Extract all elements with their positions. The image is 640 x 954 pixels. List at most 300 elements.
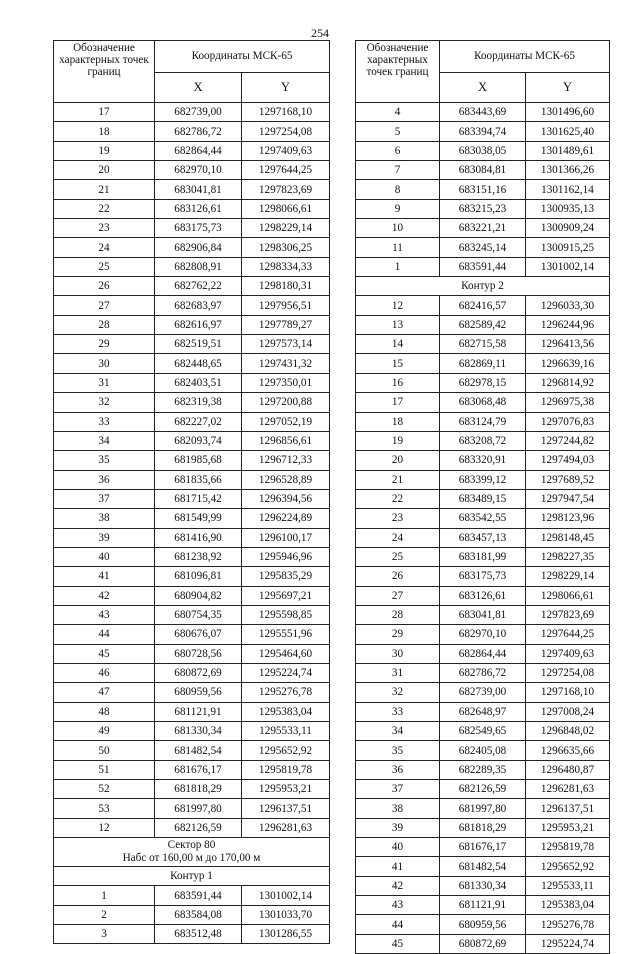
point-number: 22 — [356, 489, 440, 508]
point-number: 1 — [54, 886, 155, 905]
point-number: 41 — [54, 567, 155, 586]
coordinate-x: 683038,05 — [440, 141, 526, 160]
table-row — [356, 644, 610, 663]
coordinate-x: 682808,91 — [155, 257, 242, 276]
table-row — [54, 567, 330, 586]
table-row — [54, 354, 330, 373]
coordinate-x: 681330,34 — [440, 876, 526, 895]
coordinate-x: 682289,35 — [440, 760, 526, 779]
point-number: 17 — [54, 103, 155, 122]
point-number: 15 — [356, 354, 440, 373]
point-number: 28 — [54, 315, 155, 334]
table-row — [356, 896, 610, 915]
table-row — [356, 122, 610, 141]
coordinate-x: 682864,44 — [440, 644, 526, 663]
coordinate-x: 683443,69 — [440, 103, 526, 122]
coordinate-x: 680959,56 — [155, 683, 242, 702]
table-row — [54, 470, 330, 489]
coordinate-x: 682869,11 — [440, 354, 526, 373]
point-number: 33 — [356, 702, 440, 721]
point-number: 34 — [54, 431, 155, 450]
coordinate-y: 1296394,56 — [242, 489, 330, 508]
coordinate-x: 682970,10 — [440, 625, 526, 644]
point-number: 36 — [356, 760, 440, 779]
page-number: 254 — [311, 26, 329, 40]
table-row — [54, 431, 330, 450]
table-row — [356, 412, 610, 431]
table-row — [54, 238, 330, 257]
coordinate-x: 682648,97 — [440, 702, 526, 721]
coordinate-y: 1297494,03 — [526, 451, 610, 470]
section-row — [54, 867, 330, 886]
section-title: Контур 2 — [356, 277, 610, 296]
coordinate-y: 1295224,74 — [526, 934, 610, 953]
table-row — [356, 373, 610, 392]
coordinate-y: 1296480,87 — [526, 760, 610, 779]
point-number: 44 — [356, 915, 440, 934]
coordinate-y: 1297052,19 — [242, 412, 330, 431]
coordinate-y: 1296224,89 — [242, 509, 330, 528]
point-number: 12 — [54, 818, 155, 837]
table-row — [54, 799, 330, 818]
table-row — [356, 605, 610, 624]
point-number: 45 — [356, 934, 440, 953]
coordinate-y: 1295819,78 — [242, 760, 330, 779]
point-number: 12 — [356, 296, 440, 315]
coordinate-y: 1301489,61 — [526, 141, 610, 160]
coordinate-x: 682549,65 — [440, 722, 526, 741]
point-number: 21 — [54, 180, 155, 199]
table-row — [356, 818, 610, 837]
point-number: 35 — [356, 741, 440, 760]
coordinate-y: 1298148,45 — [526, 528, 610, 547]
coordinate-y: 1295835,29 — [242, 567, 330, 586]
point-number: 25 — [54, 257, 155, 276]
coordinate-y: 1297409,63 — [526, 644, 610, 663]
left-table-body — [54, 103, 330, 944]
coordinate-x: 683489,15 — [440, 489, 526, 508]
table-row — [356, 625, 610, 644]
point-number: 53 — [54, 799, 155, 818]
coordinate-y: 1296281,63 — [526, 780, 610, 799]
table-row — [356, 683, 610, 702]
table-row — [54, 644, 330, 663]
point-number: 40 — [54, 547, 155, 566]
section-row — [356, 277, 610, 296]
table-row — [356, 857, 610, 876]
point-number: 13 — [356, 315, 440, 334]
table-row — [356, 180, 610, 199]
table-row — [54, 886, 330, 905]
table-row — [356, 354, 610, 373]
point-number: 29 — [54, 335, 155, 354]
table-row — [54, 141, 330, 160]
table-row — [356, 799, 610, 818]
coordinate-y: 1297573,14 — [242, 335, 330, 354]
point-number: 38 — [54, 509, 155, 528]
table-row — [54, 161, 330, 180]
coordinate-y: 1298180,31 — [242, 277, 330, 296]
coordinate-x: 683245,14 — [440, 238, 526, 257]
point-number: 3 — [54, 925, 155, 944]
coordinate-x: 683512,48 — [155, 925, 242, 944]
point-number: 39 — [356, 818, 440, 837]
right-table-body — [356, 103, 610, 954]
coordinate-y: 1295464,60 — [242, 644, 330, 663]
coordinate-x: 680959,56 — [440, 915, 526, 934]
point-number: 18 — [54, 122, 155, 141]
coordinate-x: 683320,91 — [440, 451, 526, 470]
point-number: 27 — [356, 586, 440, 605]
point-number: 2 — [54, 905, 155, 924]
coordinate-x: 683221,21 — [440, 219, 526, 238]
coordinate-x: 682126,59 — [155, 818, 242, 837]
coordinate-y: 1296712,33 — [242, 451, 330, 470]
coordinate-x: 683041,81 — [155, 180, 242, 199]
header-y: Y — [242, 73, 330, 103]
table-row — [356, 296, 610, 315]
coordinate-x: 683215,23 — [440, 199, 526, 218]
coordinate-x: 681330,34 — [155, 722, 242, 741]
coordinate-y: 1297244,82 — [526, 431, 610, 450]
point-number: 51 — [54, 760, 155, 779]
table-row — [356, 257, 610, 276]
coordinate-x: 682519,51 — [155, 335, 242, 354]
coordinate-y: 1295946,96 — [242, 547, 330, 566]
point-number: 23 — [54, 219, 155, 238]
point-number: 24 — [54, 238, 155, 257]
coordinate-y: 1296413,56 — [526, 335, 610, 354]
coordinate-y: 1296137,51 — [242, 799, 330, 818]
table-row — [356, 238, 610, 257]
coordinate-y: 1295533,11 — [526, 876, 610, 895]
point-number: 31 — [54, 373, 155, 392]
point-number: 8 — [356, 180, 440, 199]
coordinate-x: 683151,16 — [440, 180, 526, 199]
coordinate-y: 1301002,14 — [242, 886, 330, 905]
coordinate-x: 682970,10 — [155, 161, 242, 180]
coordinate-y: 1297789,27 — [242, 315, 330, 334]
table-row — [54, 702, 330, 721]
point-number: 20 — [356, 451, 440, 470]
table-row — [356, 722, 610, 741]
coordinate-x: 681121,91 — [440, 896, 526, 915]
point-number: 16 — [356, 373, 440, 392]
coordinate-x: 681997,80 — [155, 799, 242, 818]
table-row — [356, 547, 610, 566]
coordinate-x: 683124,79 — [440, 412, 526, 431]
point-number: 7 — [356, 161, 440, 180]
point-number: 43 — [356, 896, 440, 915]
coordinate-x: 682715,58 — [440, 335, 526, 354]
point-number: 5 — [356, 122, 440, 141]
coordinate-y: 1296100,17 — [242, 528, 330, 547]
table-row — [356, 315, 610, 334]
section-title: Контур 1 — [54, 867, 330, 886]
coordinate-y: 1295383,04 — [242, 702, 330, 721]
coordinate-y: 1297823,69 — [526, 605, 610, 624]
coordinate-y: 1296856,61 — [242, 431, 330, 450]
point-number: 14 — [356, 335, 440, 354]
coordinate-x: 682093,74 — [155, 431, 242, 450]
coordinate-y: 1296848,02 — [526, 722, 610, 741]
coordinate-x: 681096,81 — [155, 567, 242, 586]
coordinate-x: 683457,13 — [440, 528, 526, 547]
point-number: 48 — [54, 702, 155, 721]
table-row — [356, 103, 610, 122]
table-row — [54, 663, 330, 682]
table-row — [356, 663, 610, 682]
coordinate-x: 682864,44 — [155, 141, 242, 160]
table-row — [356, 915, 610, 934]
table-row — [356, 470, 610, 489]
table-row — [54, 780, 330, 799]
table-row — [356, 489, 610, 508]
coordinate-x: 680676,07 — [155, 625, 242, 644]
coordinate-y: 1295276,78 — [242, 683, 330, 702]
table-row — [356, 567, 610, 586]
coordinate-x: 681121,91 — [155, 702, 242, 721]
table-row — [54, 925, 330, 944]
coordinate-x: 681985,68 — [155, 451, 242, 470]
coordinate-y: 1301162,14 — [526, 180, 610, 199]
coordinate-y: 1297168,10 — [242, 103, 330, 122]
coordinate-x: 680872,69 — [440, 934, 526, 953]
coordinate-x: 683591,44 — [440, 257, 526, 276]
coordinate-y: 1298229,14 — [242, 219, 330, 238]
coordinate-y: 1301366,26 — [526, 161, 610, 180]
coordinate-y: 1298123,96 — [526, 509, 610, 528]
table-row — [356, 934, 610, 953]
coordinate-y: 1301496,60 — [526, 103, 610, 122]
coordinate-y: 1295533,11 — [242, 722, 330, 741]
table-row — [356, 838, 610, 857]
table-row — [54, 122, 330, 141]
point-number: 39 — [54, 528, 155, 547]
point-number: 24 — [356, 528, 440, 547]
coordinate-x: 682906,84 — [155, 238, 242, 257]
table-row — [54, 905, 330, 924]
point-number: 22 — [54, 199, 155, 218]
coordinate-x: 683175,73 — [155, 219, 242, 238]
coordinate-x: 683399,12 — [440, 470, 526, 489]
table-row — [356, 780, 610, 799]
coordinate-y: 1298066,61 — [242, 199, 330, 218]
coordinate-x: 683542,55 — [440, 509, 526, 528]
point-number: 31 — [356, 663, 440, 682]
coordinate-x: 681997,80 — [440, 799, 526, 818]
coordinate-y: 1295598,85 — [242, 605, 330, 624]
table-row — [54, 683, 330, 702]
point-number: 6 — [356, 141, 440, 160]
coordinate-x: 682405,08 — [440, 741, 526, 760]
table-row — [356, 141, 610, 160]
coordinate-x: 682762,22 — [155, 277, 242, 296]
coordinate-y: 1295953,21 — [526, 818, 610, 837]
coordinate-x: 683591,44 — [155, 886, 242, 905]
header-point-designation: Обозначение характерных точек границ — [54, 41, 155, 103]
coordinate-y: 1300935,13 — [526, 199, 610, 218]
coordinate-y: 1298227,35 — [526, 547, 610, 566]
point-number: 50 — [54, 741, 155, 760]
coordinate-y: 1295276,78 — [526, 915, 610, 934]
coordinate-y: 1301002,14 — [526, 257, 610, 276]
table-row — [54, 625, 330, 644]
coordinate-x: 680728,56 — [155, 644, 242, 663]
coordinate-y: 1295383,04 — [526, 896, 610, 915]
point-number: 40 — [356, 838, 440, 857]
coordinate-x: 683041,81 — [440, 605, 526, 624]
coordinate-x: 681482,54 — [155, 741, 242, 760]
header-coordinates: Координаты МСК-65 — [440, 41, 610, 73]
point-number: 4 — [356, 103, 440, 122]
coordinate-y: 1297200,88 — [242, 393, 330, 412]
point-number: 36 — [54, 470, 155, 489]
point-number: 47 — [54, 683, 155, 702]
coordinate-x: 682786,72 — [440, 663, 526, 682]
table-row — [54, 199, 330, 218]
point-number: 37 — [54, 489, 155, 508]
coordinate-y: 1297956,51 — [242, 296, 330, 315]
coordinate-y: 1301625,40 — [526, 122, 610, 141]
coordinate-y: 1297254,08 — [242, 122, 330, 141]
point-number: 43 — [54, 605, 155, 624]
table-row — [356, 528, 610, 547]
table-row — [356, 509, 610, 528]
point-number: 25 — [356, 547, 440, 566]
point-number: 26 — [54, 277, 155, 296]
table-row — [54, 103, 330, 122]
table-row — [54, 586, 330, 605]
coordinate-x: 680904,82 — [155, 586, 242, 605]
coordinate-y: 1301286,55 — [242, 925, 330, 944]
table-row — [356, 431, 610, 450]
coordinate-y: 1297076,83 — [526, 412, 610, 431]
coordinate-y: 1295652,92 — [242, 741, 330, 760]
table-row — [54, 722, 330, 741]
coordinate-y: 1297008,24 — [526, 702, 610, 721]
point-number: 37 — [356, 780, 440, 799]
coordinate-x: 680872,69 — [155, 663, 242, 682]
point-number: 17 — [356, 393, 440, 412]
coordinate-y: 1297431,32 — [242, 354, 330, 373]
table-row — [54, 257, 330, 276]
point-number: 41 — [356, 857, 440, 876]
coordinate-y: 1296244,96 — [526, 315, 610, 334]
table-row — [54, 335, 330, 354]
table-row — [356, 702, 610, 721]
table-row — [54, 760, 330, 779]
point-number: 35 — [54, 451, 155, 470]
coordinate-x: 683208,72 — [440, 431, 526, 450]
table-row — [54, 605, 330, 624]
table-row — [356, 741, 610, 760]
table-row — [54, 296, 330, 315]
coordinate-y: 1295819,78 — [526, 838, 610, 857]
coordinate-x: 680754,35 — [155, 605, 242, 624]
point-number: 11 — [356, 238, 440, 257]
coordinate-x: 681835,66 — [155, 470, 242, 489]
coordinate-y: 1297689,52 — [526, 470, 610, 489]
point-number: 42 — [54, 586, 155, 605]
coordinate-y: 1297947,54 — [526, 489, 610, 508]
table-row — [356, 161, 610, 180]
header-x: X — [440, 73, 526, 103]
coordinate-y: 1297254,08 — [526, 663, 610, 682]
point-number: 23 — [356, 509, 440, 528]
coordinate-x: 683126,61 — [155, 199, 242, 218]
coordinate-x: 682739,00 — [155, 103, 242, 122]
coordinate-y: 1295652,92 — [526, 857, 610, 876]
coordinate-y: 1301033,70 — [242, 905, 330, 924]
coordinate-x: 682416,57 — [440, 296, 526, 315]
coordinate-y: 1297823,69 — [242, 180, 330, 199]
section-title: Сектор 80 Набс от 160,00 м до 170,00 м — [54, 838, 330, 867]
coordinate-y: 1298334,33 — [242, 257, 330, 276]
coordinate-x: 681416,90 — [155, 528, 242, 547]
coordinate-y: 1296137,51 — [526, 799, 610, 818]
coordinates-table-right — [355, 40, 610, 954]
coordinate-x: 682448,65 — [155, 354, 242, 373]
table-row — [356, 219, 610, 238]
point-number: 9 — [356, 199, 440, 218]
coordinate-x: 683584,08 — [155, 905, 242, 924]
coordinate-y: 1296033,30 — [526, 296, 610, 315]
point-number: 52 — [54, 780, 155, 799]
point-number: 27 — [54, 296, 155, 315]
coordinates-table-left — [53, 40, 330, 944]
coordinate-x: 682589,42 — [440, 315, 526, 334]
table-row — [54, 547, 330, 566]
coordinate-y: 1298306,25 — [242, 238, 330, 257]
coordinate-x: 683394,74 — [440, 122, 526, 141]
point-number: 49 — [54, 722, 155, 741]
point-number: 42 — [356, 876, 440, 895]
coordinate-y: 1295224,74 — [242, 663, 330, 682]
coordinate-x: 681549,99 — [155, 509, 242, 528]
point-number: 32 — [356, 683, 440, 702]
coordinate-x: 682126,59 — [440, 780, 526, 799]
coordinate-y: 1296281,63 — [242, 818, 330, 837]
coordinate-x: 682978,15 — [440, 373, 526, 392]
table-row — [54, 509, 330, 528]
coordinate-x: 682739,00 — [440, 683, 526, 702]
coordinate-y: 1295953,21 — [242, 780, 330, 799]
header-x: X — [155, 73, 242, 103]
table-row — [356, 760, 610, 779]
coordinate-y: 1296528,89 — [242, 470, 330, 489]
section-row — [54, 838, 330, 867]
point-number: 33 — [54, 412, 155, 431]
header-point-designation: Обозначение характерных точек границ — [356, 41, 440, 103]
table-row — [356, 586, 610, 605]
table-row — [54, 315, 330, 334]
table-row — [54, 451, 330, 470]
point-number: 26 — [356, 567, 440, 586]
table-row — [54, 818, 330, 837]
coordinate-y: 1296814,92 — [526, 373, 610, 392]
coordinate-y: 1298066,61 — [526, 586, 610, 605]
coordinate-x: 681676,17 — [440, 838, 526, 857]
coordinate-x: 681818,29 — [155, 780, 242, 799]
point-number: 46 — [54, 663, 155, 682]
coordinate-x: 681818,29 — [440, 818, 526, 837]
table-row — [54, 373, 330, 392]
table-row — [356, 451, 610, 470]
point-number: 19 — [356, 431, 440, 450]
table-row — [54, 741, 330, 760]
table-row — [54, 277, 330, 296]
